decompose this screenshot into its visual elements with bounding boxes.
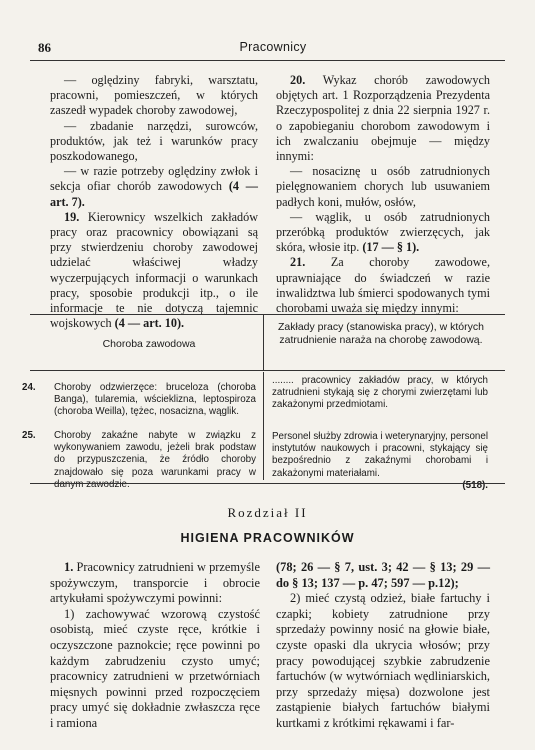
citation: (78; 26 — § 7, ust. 3; 42 — § 13; 29 — do § 13; 137 — p. 47; 597 — p.12);	[276, 560, 490, 590]
table-header-rule	[30, 370, 505, 371]
paragraph: — nosaciznę u osób zatrudnionych pielęgnowaniem chorych lub usuwaniem padłych koni, mułów, osłów,	[276, 164, 490, 209]
paragraph-text: Wykaz chorób zawodowych objętych art. 1 Rozporządzenia Prezydenta Rzeczypospolitej z dnia 22 sierpnia 1927 r. o zapobieganiu chorobom zawodowym i ich zwalczaniu obejmuje — między innymi:	[276, 73, 490, 164]
paragraph: 2) mieć czystą odzież, białe fartuchy i czapki; kobiety zatrudnione przy sprzedaży powinny nosić na głowie białe, czyste opaski dla ukrycia włosów; przy pracy powodującej szybkie zabrudzenie fartuchów (w wytwórniach wędliniarskich, przy sprzedaży mięsa) dozwolone jest zastąpienie białych fartuchów białymi kurtkami z krótkimi rękawami i far-	[276, 591, 490, 730]
paragraph-text: — w razie potrzeby oględziny zwłok i sekcja ofiar chorób zawodowych	[50, 164, 258, 194]
table-row-workplace	[272, 375, 488, 412]
citation: (518).	[462, 479, 488, 491]
header-rule	[30, 60, 505, 61]
table-header-divider	[263, 314, 264, 370]
paragraph-number: 19.	[64, 209, 80, 224]
paragraph	[276, 73, 490, 164]
page-header	[38, 40, 508, 58]
table-bottom-rule	[30, 483, 505, 484]
paragraph	[50, 164, 258, 210]
paragraph-number: 21.	[290, 255, 306, 270]
citation: (4 — art. 10).	[114, 316, 185, 331]
paragraph	[50, 560, 260, 607]
table-row	[22, 382, 256, 419]
page-number: 86	[38, 40, 51, 55]
paragraph-text: Za choroby zawodowe, uprawniające do świadczeń w razie inwalidztwa lub śmierci spodowanych tymi chorobami uważa się między innymi:	[276, 255, 491, 316]
paragraph-text: Kierownicy wszelkich zakładów pracy oraz pracownicy obowiązani są przy stwierdzeniu choroby zawodowej udzielać właściwej władzy wyczerpujących informacji o warunkach pracy, sposobie produkcji itp., o ile informacje te nie dotyczą tajemnic wojskowych	[50, 209, 259, 331]
paragraph-text: — wąglik, u osób zatrudnionych przeróbką produktów zwierzęcych, jak skóra, włosie itp.	[276, 209, 490, 255]
disease-text: Choroby odzwierzęce: bruceloza (choroba Banga), tularemia, wścieklizna, leptospiroza (choroba Weilla), tężec, nosacizna, wąglik.	[54, 382, 256, 418]
citation: (4 — art. 7).	[50, 179, 258, 209]
bottom-left-column	[50, 560, 260, 732]
paragraph-number: 1.	[64, 560, 74, 574]
paragraph-text: Pracownicy zatrudnieni w przemyśle spożywczym, transporcie i obrocie artykułami spożywczymi powinni:	[50, 560, 260, 606]
disease-entry	[22, 382, 256, 419]
paragraph	[276, 255, 490, 316]
workplace-text: Personel służby zdrowia i weterynaryjny, personel instytutów naukowych i pracowni, stykający się bezpośrednio z zakaźnymi chorobami i zakażonymi materiałami.	[272, 431, 488, 479]
chapter-label: Rozdział II	[227, 505, 308, 520]
bottom-right-column	[276, 560, 490, 732]
paragraph: 1) zachowywać wzorową czystość osobistą, mieć czyste ręce, krótkie i oczyszczone paznokcie; ręce powinni po każdym zabrudzeniu czysto umyć; pracownicy zatrudnieni w przetwórniach mięsnych powinni przed rozpoczęciem pracy umyć się dokładnie zwłaszcza ręce i ramiona	[50, 606, 260, 730]
row-number: 24.	[22, 382, 36, 393]
running-title: Pracownicy	[239, 40, 307, 54]
table-header-disease: Choroba zawodowa	[102, 338, 196, 350]
disease-text: Choroby zakaźne nabyte w związku z wykonywaniem zawodu, jeżeli brak podstaw do przypuszczenia, że źródło choroby znajdowało się poza warunkami pracy w danym zawodzie.	[54, 430, 256, 490]
paragraph: — zbadanie narzędzi, surowców, produktów, jak też i warunków pracy poszkodowanego,	[50, 118, 258, 164]
chapter-title: HIGIENA PRACOWNIKÓW	[180, 531, 355, 545]
table-header-workplace: Zakłady pracy (stanowiska pracy), w których zatrudnienie naraża na chorobę zawodową.	[278, 321, 484, 346]
top-right-column	[276, 73, 490, 316]
disease-entry	[22, 430, 256, 491]
top-left-column	[50, 73, 258, 331]
table-body-divider	[263, 372, 264, 480]
table-row	[22, 430, 256, 491]
workplace-text: ........ pracownicy zakładów pracy, w których zatrudnieni stykają się z chorymi zwierzętami lub zakażonymi przedmiotami.	[272, 375, 488, 411]
paragraph	[276, 210, 490, 256]
paragraph: — oględziny fabryki, warsztatu, pracowni, pomieszczeń, w których zaszedł wypadek choroby zawodowej,	[50, 73, 258, 118]
row-number: 25.	[22, 430, 36, 441]
table-top-rule	[30, 314, 505, 315]
paragraph-number: 20.	[290, 73, 306, 87]
citation: (17 — § 1).	[362, 240, 420, 255]
